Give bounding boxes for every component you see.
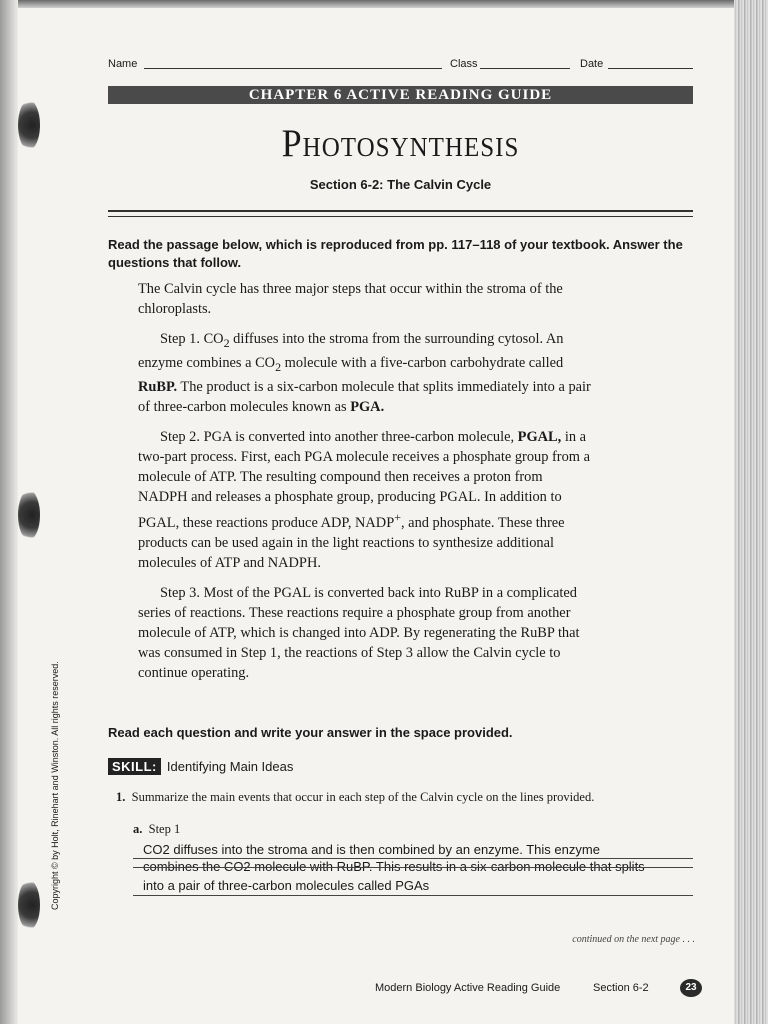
passage-intro: The Calvin cycle has three major steps that occur within the stroma of the chloroplasts. (138, 281, 563, 317)
binder-hole-icon (18, 880, 40, 930)
ruled-line (133, 895, 693, 896)
answer-line-1[interactable]: CO2 diffuses into the stroma and is then combined by an enzyme. This enzyme (143, 842, 600, 857)
reading-passage (138, 279, 593, 693)
instruction-top: Read the passage below, which is reproduced from pp. 117–118 of your textbook. Answer the questions that follow. (108, 237, 683, 270)
instruction-mid: Read each question and write your answer in the space provided. (108, 725, 513, 740)
footer-book-title: Modern Biology Active Reading Guide (375, 982, 561, 994)
name-line[interactable] (144, 68, 442, 69)
passage-step2: Step 2. PGA is converted into another three-carbon molecule, PGAL, in a two-part process. First, each PGA molecule receives a phosphate group from a molecule of ATP. The resulting compound then receives a proton from NADPH and releases a phosphate group, producing PGAL. In addition to PGAL, these reactions produce ADP, NADP+, and phosphate. These three products can be used again in the light reactions to synthesize additional molecules of ATP and NADPH. (138, 428, 590, 571)
name-label: Name (108, 58, 138, 70)
ruled-line-strike (133, 867, 693, 868)
question-1a (133, 822, 180, 837)
class-line[interactable] (480, 68, 570, 69)
question-text: Summarize the main events that occur in each step of the Calvin cycle on the lines provided. (131, 790, 595, 804)
skill-heading (108, 758, 293, 775)
date-label: Date (580, 58, 604, 70)
question-1 (116, 790, 686, 805)
answer-line-3[interactable]: into a pair of three-carbon molecules called PGAs (143, 878, 430, 893)
date-line[interactable] (608, 68, 693, 69)
class-label: Class (450, 58, 478, 70)
page-stack-edge (734, 0, 768, 1024)
name-class-date-row (108, 58, 693, 72)
binder-hole-icon (18, 490, 40, 540)
page-title: Photosynthesis (281, 121, 520, 165)
subquestion-text: Step 1 (148, 822, 181, 836)
answer-line-2[interactable]: combines the CO2 molecule with RuBP. This results in a six-carbon molecule that splits (143, 859, 645, 874)
skill-label: Identifying Main Ideas (166, 759, 294, 774)
chapter-guide-banner: CHAPTER 6 ACTIVE READING GUIDE (108, 86, 693, 104)
passage-step1: Step 1. $CO_2$ diffuses into the stroma from the surrounding cytosol. An enzyme combines a $CO_2$ molecule with a five-carbon carbohydrate called RuBP. The product is a six-carbon molecule that splits immediately into a pair of three-carbon molecules known as PGA. (138, 331, 591, 415)
skill-tag: SKILL: (108, 758, 161, 775)
section-heading: Section 6-2: The Calvin Cycle (309, 177, 492, 192)
continued-note: continued on the next page . . . (572, 934, 695, 945)
copyright-notice: Copyright © by Holt, Rinehart and Winston. All rights reserved. (50, 661, 60, 910)
footer-section: Section 6-2 (593, 982, 649, 994)
scan-top-shadow (0, 0, 768, 8)
binder-hole-icon (18, 100, 40, 150)
scan-left-shadow (0, 0, 18, 1024)
passage-step3: Step 3. Most of the PGAL is converted back into RuBP in a complicated series of reactions. These reactions require a phosphate group from another molecule of ATP, which is changed into ADP. By regenerating the RuBP that was consumed in Step 1, the reactions of Step 3 allow the Calvin cycle to continue operating. (138, 584, 580, 681)
question-number: 1. (116, 790, 126, 804)
page-number-badge: 23 (680, 979, 702, 997)
double-rule (108, 210, 693, 217)
subquestion-label: a. (133, 822, 143, 836)
